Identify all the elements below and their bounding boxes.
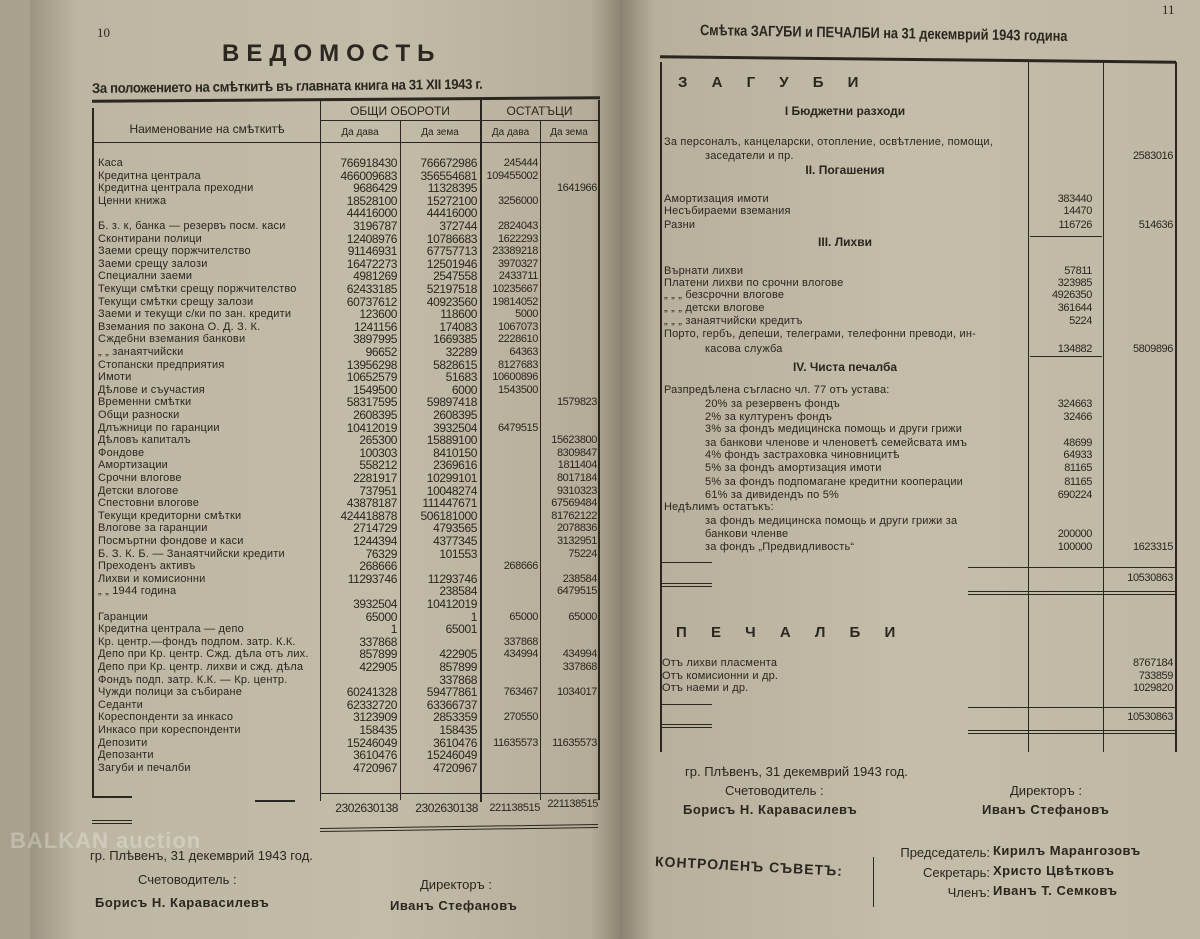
line-text: Разпредѣлена съгласно чл. 77 отъ устава: [664,384,890,396]
balance-debit: 8127683 [497,358,538,371]
balance-debit: 109455002 [486,169,538,182]
account-name: Б. З. К. Б. — Занаятчийски кредити [98,547,285,560]
page-title-right: Смѣтка ЗАГУБИ и ПЕЧАЛБИ на 31 декемврий 1943 година [699,22,1068,46]
column-header-balance-debit: Да дава [491,127,530,138]
turnover-credit: 10786683 [426,231,477,246]
right-place-date: гр. Плѣвенъ, 31 декемврий 1943 год. [685,764,908,779]
turnover-debit: 43878187 [346,496,397,511]
balance-debit: 3970327 [497,257,538,270]
line-text: Несъбираеми вземания [664,205,791,217]
account-name: Б. з. к, банка — резервъ посм. каси [98,220,286,232]
turnover-credit: 101553 [439,546,477,561]
amount-detail: 57811 [1064,265,1092,277]
turnover-credit: 4720967 [433,760,477,775]
page-title-left: ВЕДОМОСТЬ [222,40,442,67]
turnover-credit: 10048274 [426,483,477,498]
balance-debit: 3256000 [497,194,538,207]
right-director-name: Иванъ Стефановъ [982,802,1110,817]
balance-debit: 11635573 [493,736,538,749]
account-name: Спестовни влогове [98,497,200,510]
account-name: Преходенъ активъ [98,560,196,573]
turnover-debit: 9686429 [353,181,397,196]
turnover-debit: 466009683 [340,168,397,183]
council-member-name: Иванъ Т. Семковъ [993,883,1118,898]
account-name: „ „ 1944 година [98,585,177,598]
turnover-credit: 59477861 [426,685,477,700]
turnover-debit: 737951 [359,483,397,498]
balance-credit: 238584 [562,572,597,585]
turnover-debit: 1241156 [353,319,397,334]
statement-subtitle: За положението на смѣткитѣ въ главната книга на 31 XII 1943 г. [91,75,483,96]
turnover-debit: 2714729 [353,521,397,536]
amount-detail: 383440 [1057,193,1092,205]
page-number-right: 11 [1162,2,1175,17]
account-name: Текущи смѣтки срещу залози [98,295,254,308]
amount-detail: 690224 [1057,489,1092,501]
left-place-date: гр. Плѣвенъ, 31 декемврий 1943 год. [90,848,313,863]
line-text: „ „ „ детски влогове [664,302,765,314]
account-name: Длъжници по гаранции [98,421,220,434]
turnover-credit: 3932504 [433,420,477,435]
turnover-debit: 3897995 [353,332,397,347]
account-name: Стопански предприятия [98,358,225,371]
column-group-turnover: ОБЩИ ОБОРОТИ [350,104,450,118]
turnover-credit: 11328395 [427,181,477,196]
turnover-credit: 174083 [439,319,477,334]
account-name: Фондове [98,446,145,459]
balance-credit: 9310323 [556,484,597,497]
account-name: Кр. центр.—фондъ подпом. затр. К.К. [98,635,296,648]
amount-detail: 32466 [1063,411,1092,423]
turnover-credit: 63366737 [426,697,477,712]
turnover-credit: 6000 [451,382,477,397]
turnover-credit: 67757713 [426,244,477,259]
line-text: „ „ „ безсрочни влогове [664,289,785,301]
balance-debit: 337868 [503,635,538,648]
turnover-debit: 65000 [365,609,397,624]
turnover-credit: 2608395 [433,408,477,422]
turnover-debit: 3196787 [353,219,397,233]
account-name: Кредитна централа — депо [98,623,244,636]
balance-debit: 434994 [503,648,538,661]
account-name: Гаранции [98,610,148,623]
column-header-turnover-debit: Да дава [341,127,379,138]
left-accountant-name: Борисъ Н. Каравасилевъ [95,895,270,910]
losses-heading: З А Г У Б И [678,74,869,91]
page-number-left: 10 [97,25,110,40]
turnover-credit: 372744 [439,219,477,233]
account-name: Чужди полици за събиране [98,686,243,699]
turnover-credit: 356554681 [420,168,477,183]
turnover-debit: 10412019 [346,420,397,435]
turnover-debit: 12408976 [346,231,397,246]
right-director-label: Директоръ : [1010,783,1082,798]
total-turnover-debit: 2302630138 [335,801,398,815]
turnover-debit: 268666 [359,559,397,574]
account-name: Фондъ подп. затр. К.К. — Кр. центр. [98,673,288,686]
account-name: Текущи кредиторни смѣтки [98,509,242,522]
line-text: 3% за фондъ медицинска помощь и други грижи [705,423,963,435]
amount-detail: 361644 [1057,302,1092,314]
turnover-debit: 4981269 [353,269,397,284]
account-name: Депо при Кр. центр. лихви и сжд. дѣла [98,661,304,673]
turnover-debit: 60737612 [346,294,397,309]
account-name: Имоти [98,371,132,384]
account-name: Депозанти [98,749,154,762]
balance-debit: 1622293 [497,232,538,245]
balance-credit: 81762122 [551,509,597,522]
account-name: Ценни книжа [98,194,167,207]
line-text: Платени лихви по срочни влогове [664,277,844,289]
turnover-credit: 59897418 [426,395,477,410]
amount-total: 1623315 [1132,541,1173,553]
turnover-debit: 91146931 [347,244,397,259]
account-name: Инкасо при кореспонденти [98,724,241,736]
line-text: за банкови членове и членоветѣ семейсвата имъ [705,437,968,449]
line-text: заседатели и пр. [705,150,794,162]
account-name: Посмъртни фондове и каси [98,535,244,547]
line-text: 4% фондъ застраховка чиновницитѣ [705,449,900,461]
turnover-credit: 506181000 [420,508,477,523]
turnover-debit: 3610476 [353,748,397,763]
turnover-credit: 51683 [445,370,477,385]
balance-debit: 64363 [509,346,538,358]
turnover-debit: 11293746 [347,571,397,586]
balance-credit: 2078836 [556,522,597,535]
turnover-debit: 422905 [359,660,397,674]
turnover-credit: 111447671 [422,496,477,511]
account-name: Временни смѣтки [98,396,192,409]
turnover-debit: 76329 [365,546,397,561]
council-role: Членъ: [947,885,990,900]
turnover-debit: 2281917 [353,471,397,485]
line-text: Върнати лихви [664,265,744,277]
turnover-debit: 4720967 [353,760,397,775]
line-text: За персоналъ, канцеларски, отопление, освѣтление, помощи, [664,136,993,148]
account-name: Амортизации [98,459,169,472]
turnover-credit: 118600 [440,307,477,322]
turnover-debit: 337868 [359,634,397,649]
balance-debit: 6479515 [497,421,538,434]
turnover-debit: 16472273 [346,256,397,271]
turnover-debit: 18528100 [346,193,397,208]
line-text: „ „ „ занаятчийски кредитъ [664,315,803,327]
line-text: Порто, гербъ, депеши, телеграми, телефонни преводи, ин- [664,328,977,340]
right-accountant-name: Борисъ Н. Каравасилевъ [683,802,858,817]
turnover-debit: 60241328 [346,685,397,700]
amount-detail: 4926350 [1051,289,1092,301]
line-text: 5% за фондъ амортизация имоти [705,462,882,474]
balance-debit: 19814052 [492,295,538,308]
balance-debit: 245444 [503,157,538,169]
account-name: Каса [98,157,123,169]
balance-debit: 270550 [503,711,538,724]
line-text: за фондъ медицинска помощь и други грижи за [705,515,958,527]
account-name: Срочни влогове [98,472,182,484]
balance-debit: 10600896 [492,371,538,384]
turnover-credit: 10299101 [426,471,477,485]
balance-credit: 6479515 [556,585,597,598]
balance-credit: 8309847 [556,446,597,459]
turnover-debit: 2608395 [353,408,397,422]
line-text: Недѣлимъ остатъкъ: [664,501,774,513]
turnover-credit: 15272100 [426,193,477,208]
account-name: Влогове за гаранции [98,522,208,535]
line-text: 20% за резервенъ фондъ [705,398,840,410]
council-role: Председатель: [900,845,990,860]
council-member-name: Кирилъ Марангозовъ [993,843,1141,858]
turnover-credit: 15889100 [426,433,477,448]
line-text: Отъ наеми и др. [662,682,749,694]
account-name: Вземания по закона О. Д. З. К. [98,320,261,333]
amount-detail: 64933 [1063,449,1092,461]
amount-total: 2583016 [1132,150,1173,162]
balance-debit: 1543500 [497,383,538,396]
balance-credit: 337868 [562,661,597,673]
turnover-debit: 100303 [359,445,397,460]
line-text: за фондъ „Предвидливость“ [705,541,855,553]
left-accountant-label: Счетоводитель : [138,872,237,887]
turnover-credit: 3610476 [433,735,477,750]
account-name: Заеми срещу залози [98,257,208,270]
turnover-debit: 13956298 [346,357,397,372]
turnover-credit: 52197518 [426,282,477,296]
turnover-credit: 857899 [439,660,477,674]
turnover-debit: 96652 [365,345,397,359]
turnover-credit: 766672986 [420,156,477,170]
balance-credit: 1811404 [557,459,597,472]
balance-credit: 15623800 [551,434,597,447]
amount-detail: 81165 [1064,476,1092,488]
turnover-debit: 123600 [359,307,397,322]
turnover-credit: 1 [470,609,477,624]
profits-heading: П Е Ч А Л Б И [676,624,906,641]
account-name: Заеми и текущи с/ки по зан. кредити [98,308,292,321]
turnover-debit: 62332720 [346,697,397,712]
line-text: Отъ лихви пласмента [662,657,778,669]
account-name: Текущи смѣтки срещу поржчителство [98,283,297,295]
amount-detail: 5224 [1069,315,1092,327]
control-council-label: КОНТРОЛЕНЪ СЪВЕТЪ: [654,853,844,879]
turnover-credit: 8410150 [433,445,477,460]
turnover-debit: 62433185 [346,282,397,296]
account-name: Сконтирани полици [98,232,203,245]
section-heading: I Бюджетни разходи [784,104,906,118]
turnover-debit: 3932504 [353,597,397,611]
turnover-credit: 40923560 [426,294,477,309]
profits-total: 10530863 [1127,711,1173,723]
turnover-debit: 558212 [359,458,397,473]
turnover-debit: 3123909 [353,710,397,725]
right-accountant-label: Счетоводитель : [725,783,824,798]
turnover-credit: 158435 [439,723,477,737]
line-text: касова служба [705,343,783,355]
turnover-debit: 58317595 [346,395,397,410]
turnover-credit: 32289 [445,345,477,359]
council-member-name: Христо Цвѣтковъ [993,863,1115,878]
turnover-debit: 44416000 [346,206,397,221]
account-name: Кредитна централа [98,169,201,182]
turnover-credit: 65001 [445,622,477,637]
account-name: Сждебни вземания банкови [98,333,246,346]
line-text: 5% за фондъ подпомагане кредитни кооперации [705,476,964,488]
watermark: BALKAN auction [10,828,202,853]
amount-detail: 14470 [1063,205,1092,217]
balance-credit: 1579823 [556,396,597,409]
amount-detail: 116726 [1058,219,1092,231]
balance-debit: 2433711 [498,270,538,283]
amount-detail: 48699 [1063,437,1092,449]
total-balance-credit: 221138515 [547,798,598,810]
amount-total: 1029820 [1132,682,1173,694]
line-text: Разни [664,219,696,231]
account-name: Общи разноски [98,409,180,421]
balance-debit: 65000 [509,610,538,623]
balance-credit: 1641966 [556,182,597,195]
turnover-credit: 4377345 [433,534,477,548]
turnover-credit: 12501946 [426,256,477,271]
balance-debit: 2228610 [497,333,538,346]
turnover-debit: 857899 [359,647,397,662]
column-header-balance-credit: Да зема [550,127,588,138]
turnover-credit: 5828615 [433,357,477,372]
turnover-debit: 1549500 [353,382,397,397]
column-header-turnover-credit: Да зема [421,127,459,138]
amount-total: 733859 [1138,669,1173,682]
account-name: Депозити [98,736,148,749]
turnover-credit: 44416000 [426,206,477,221]
balance-credit: 67569484 [551,497,597,510]
balance-debit: 10235667 [492,283,538,295]
account-name: Детски влогове [98,484,179,497]
balance-credit: 1034017 [556,686,597,699]
account-name: Специални заеми [98,270,193,283]
amount-detail: 100000 [1057,541,1092,553]
balance-credit: 11635573 [552,736,597,749]
account-name: Лихви и комисионни [98,572,206,585]
amount-detail: 200000 [1057,528,1092,540]
amount-total: 8767184 [1132,657,1173,669]
turnover-debit: 10652579 [346,370,397,385]
council-role: Секретарь: [923,865,990,880]
turnover-debit: 766918430 [340,156,397,170]
amount-total: 5809896 [1132,343,1173,355]
column-header-name: Наименование на смѣткитѣ [129,122,285,136]
account-name: Седанти [98,698,144,711]
total-balance-debit: 221138515 [489,802,540,814]
account-name: Кореспонденти за инкасо [98,711,234,724]
amount-detail: 323985 [1057,277,1092,289]
account-name: Заеми срещу поржчителство [98,245,251,258]
turnover-debit: 158435 [359,723,397,737]
turnover-credit: 2853359 [433,710,477,725]
balance-debit: 23389218 [492,245,538,258]
left-director-name: Иванъ Стефановъ [390,898,518,913]
balance-credit: 3132951 [556,535,597,547]
turnover-credit: 10412019 [426,597,477,611]
column-group-balance: ОСТАТЪЦИ [506,104,573,118]
section-heading: II. Погашения [805,163,885,177]
account-name: „ „ занаятчийски [98,346,184,358]
balance-debit: 1067073 [497,320,538,333]
balance-debit: 5000 [515,308,538,321]
account-name: Кредитна централа преходни [98,182,254,195]
amount-detail: 81165 [1064,462,1092,474]
turnover-credit: 238584 [439,584,477,599]
balance-credit: 8017184 [556,472,597,484]
account-name: Депо при Кр. центр. Сжд. дѣла отъ лих. [98,648,309,661]
line-text: Амортизация имоти [664,193,769,205]
turnover-debit: 265300 [359,433,397,448]
left-director-label: Директоръ : [420,877,492,892]
turnover-credit: 2369616 [433,458,477,473]
turnover-credit: 1669385 [433,332,477,347]
losses-total: 10530863 [1127,572,1173,584]
turnover-credit: 4793565 [433,521,477,536]
amount-detail: 134882 [1057,343,1092,355]
turnover-credit: 337868 [439,672,477,687]
account-name: Дѣлове и съучастия [98,383,205,396]
balance-credit: 434994 [562,648,597,661]
line-text: 2% за културенъ фондъ [705,411,833,423]
turnover-credit: 422905 [439,647,477,662]
turnover-debit: 1 [390,622,397,637]
balance-credit: 65000 [568,610,597,623]
section-heading: III. Лихви [818,235,872,249]
account-name: Загуби и печалби [98,761,191,774]
turnover-debit: 15246049 [346,735,397,750]
balance-credit: 75224 [568,547,597,560]
balance-debit: 763467 [503,686,538,699]
line-text: банкови членве [705,528,789,540]
amount-total: 514636 [1138,219,1173,231]
turnover-credit: 15246049 [426,748,477,763]
line-text: 61% за дивидендъ по 5% [705,489,839,501]
line-text: Отъ комисионни и др. [662,669,779,682]
total-turnover-credit: 2302630138 [415,801,478,815]
account-name: Дѣловъ капиталъ [98,434,191,447]
turnover-debit: 1244394 [353,534,397,548]
turnover-credit: 11293746 [427,571,477,586]
balance-debit: 268666 [503,560,538,573]
turnover-credit: 2547558 [433,269,477,284]
turnover-debit: 424418878 [340,508,397,523]
amount-detail: 324663 [1057,398,1092,410]
section-heading: IV. Чиста печалба [792,360,898,374]
balance-debit: 2824043 [497,220,538,232]
